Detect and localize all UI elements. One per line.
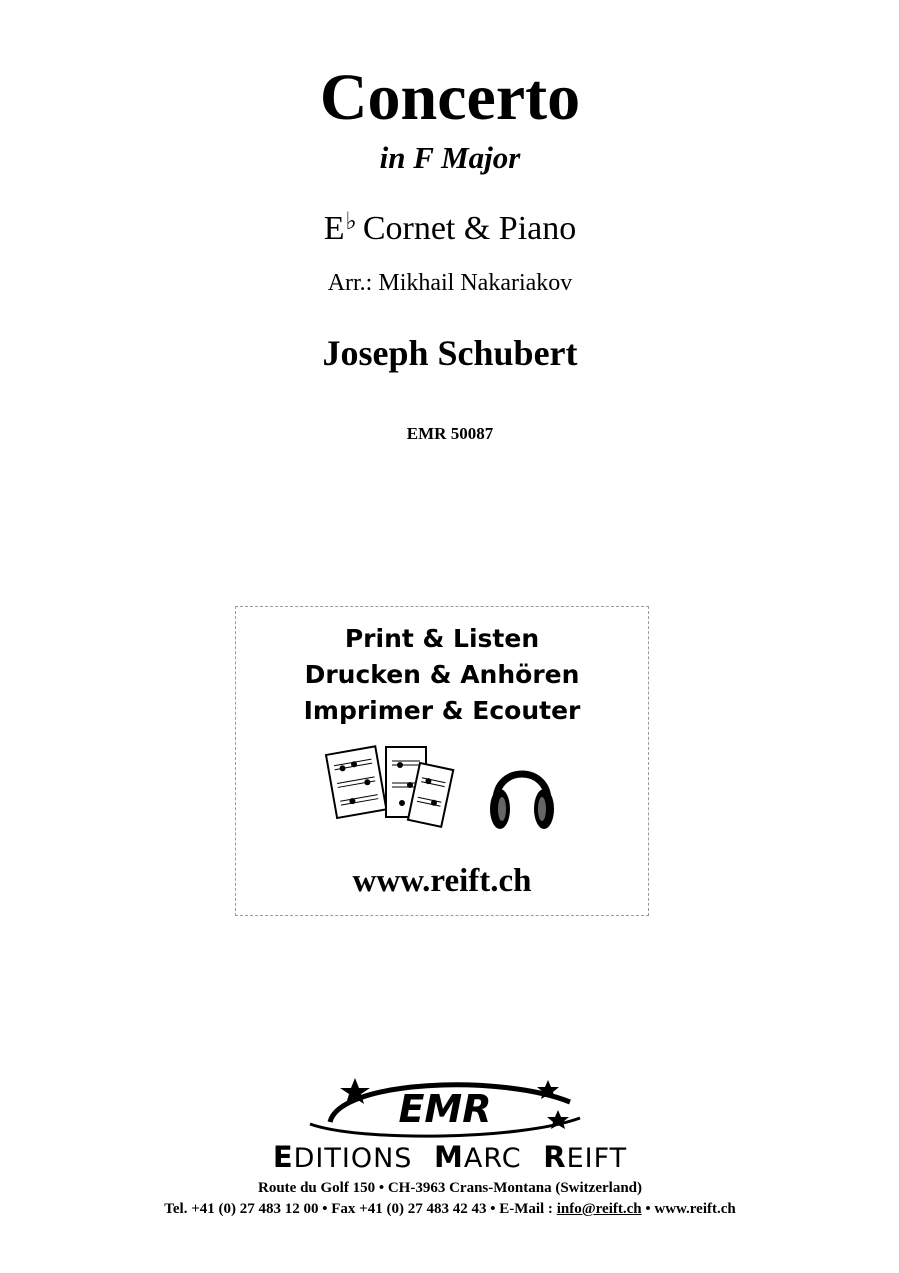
work-title: Concerto xyxy=(319,61,581,134)
logo-text: EMR xyxy=(398,1087,492,1131)
email-link[interactable]: info@reift.ch xyxy=(556,1201,642,1217)
promo-icons xyxy=(236,741,650,841)
instrument-rest: Cornet & Piano xyxy=(362,210,577,247)
publisher-name-cap-1: E xyxy=(272,1140,294,1174)
contact-prefix: Tel. +41 (0) 27 483 12 00 • Fax +41 (0) 27 483 42 43 • E-Mail : xyxy=(164,1201,557,1217)
publisher-contact xyxy=(0,1199,900,1219)
catalog-number: EMR 50087 xyxy=(406,424,494,443)
promo-line-de: Drucken & Anhören xyxy=(304,660,580,689)
instrument-key: E xyxy=(323,210,345,247)
print-listen-box xyxy=(235,606,649,916)
headphones-icon xyxy=(490,774,554,829)
publisher-name-rest-1: DITIONS xyxy=(293,1143,413,1174)
arranger: Arr.: Mikhail Nakariakov xyxy=(327,270,573,296)
publisher-address: Route du Golf 150 • CH-3963 Crans-Montana (Switzerland) xyxy=(258,1180,642,1196)
instrumentation xyxy=(0,200,900,251)
publisher-name-rest-3: EIFT xyxy=(566,1143,628,1174)
contact-suffix: • www.reift.ch xyxy=(641,1201,736,1217)
publisher-name-cap-2: M xyxy=(434,1140,464,1174)
emr-logo xyxy=(300,1072,590,1142)
promo-url[interactable]: www.reift.ch xyxy=(352,863,532,899)
publisher-name-rest-2: ARC xyxy=(463,1143,522,1174)
flat-sign: ♭ xyxy=(345,209,357,235)
sheet-music-icon xyxy=(326,746,453,826)
promo-line-en: Print & Listen xyxy=(344,624,540,653)
composer: Joseph Schubert xyxy=(322,333,578,373)
publisher-name xyxy=(0,1140,900,1176)
work-subtitle: in F Major xyxy=(379,140,521,175)
publisher-name-cap-3: R xyxy=(543,1140,567,1174)
promo-line-fr: Imprimer & Ecouter xyxy=(303,696,581,725)
